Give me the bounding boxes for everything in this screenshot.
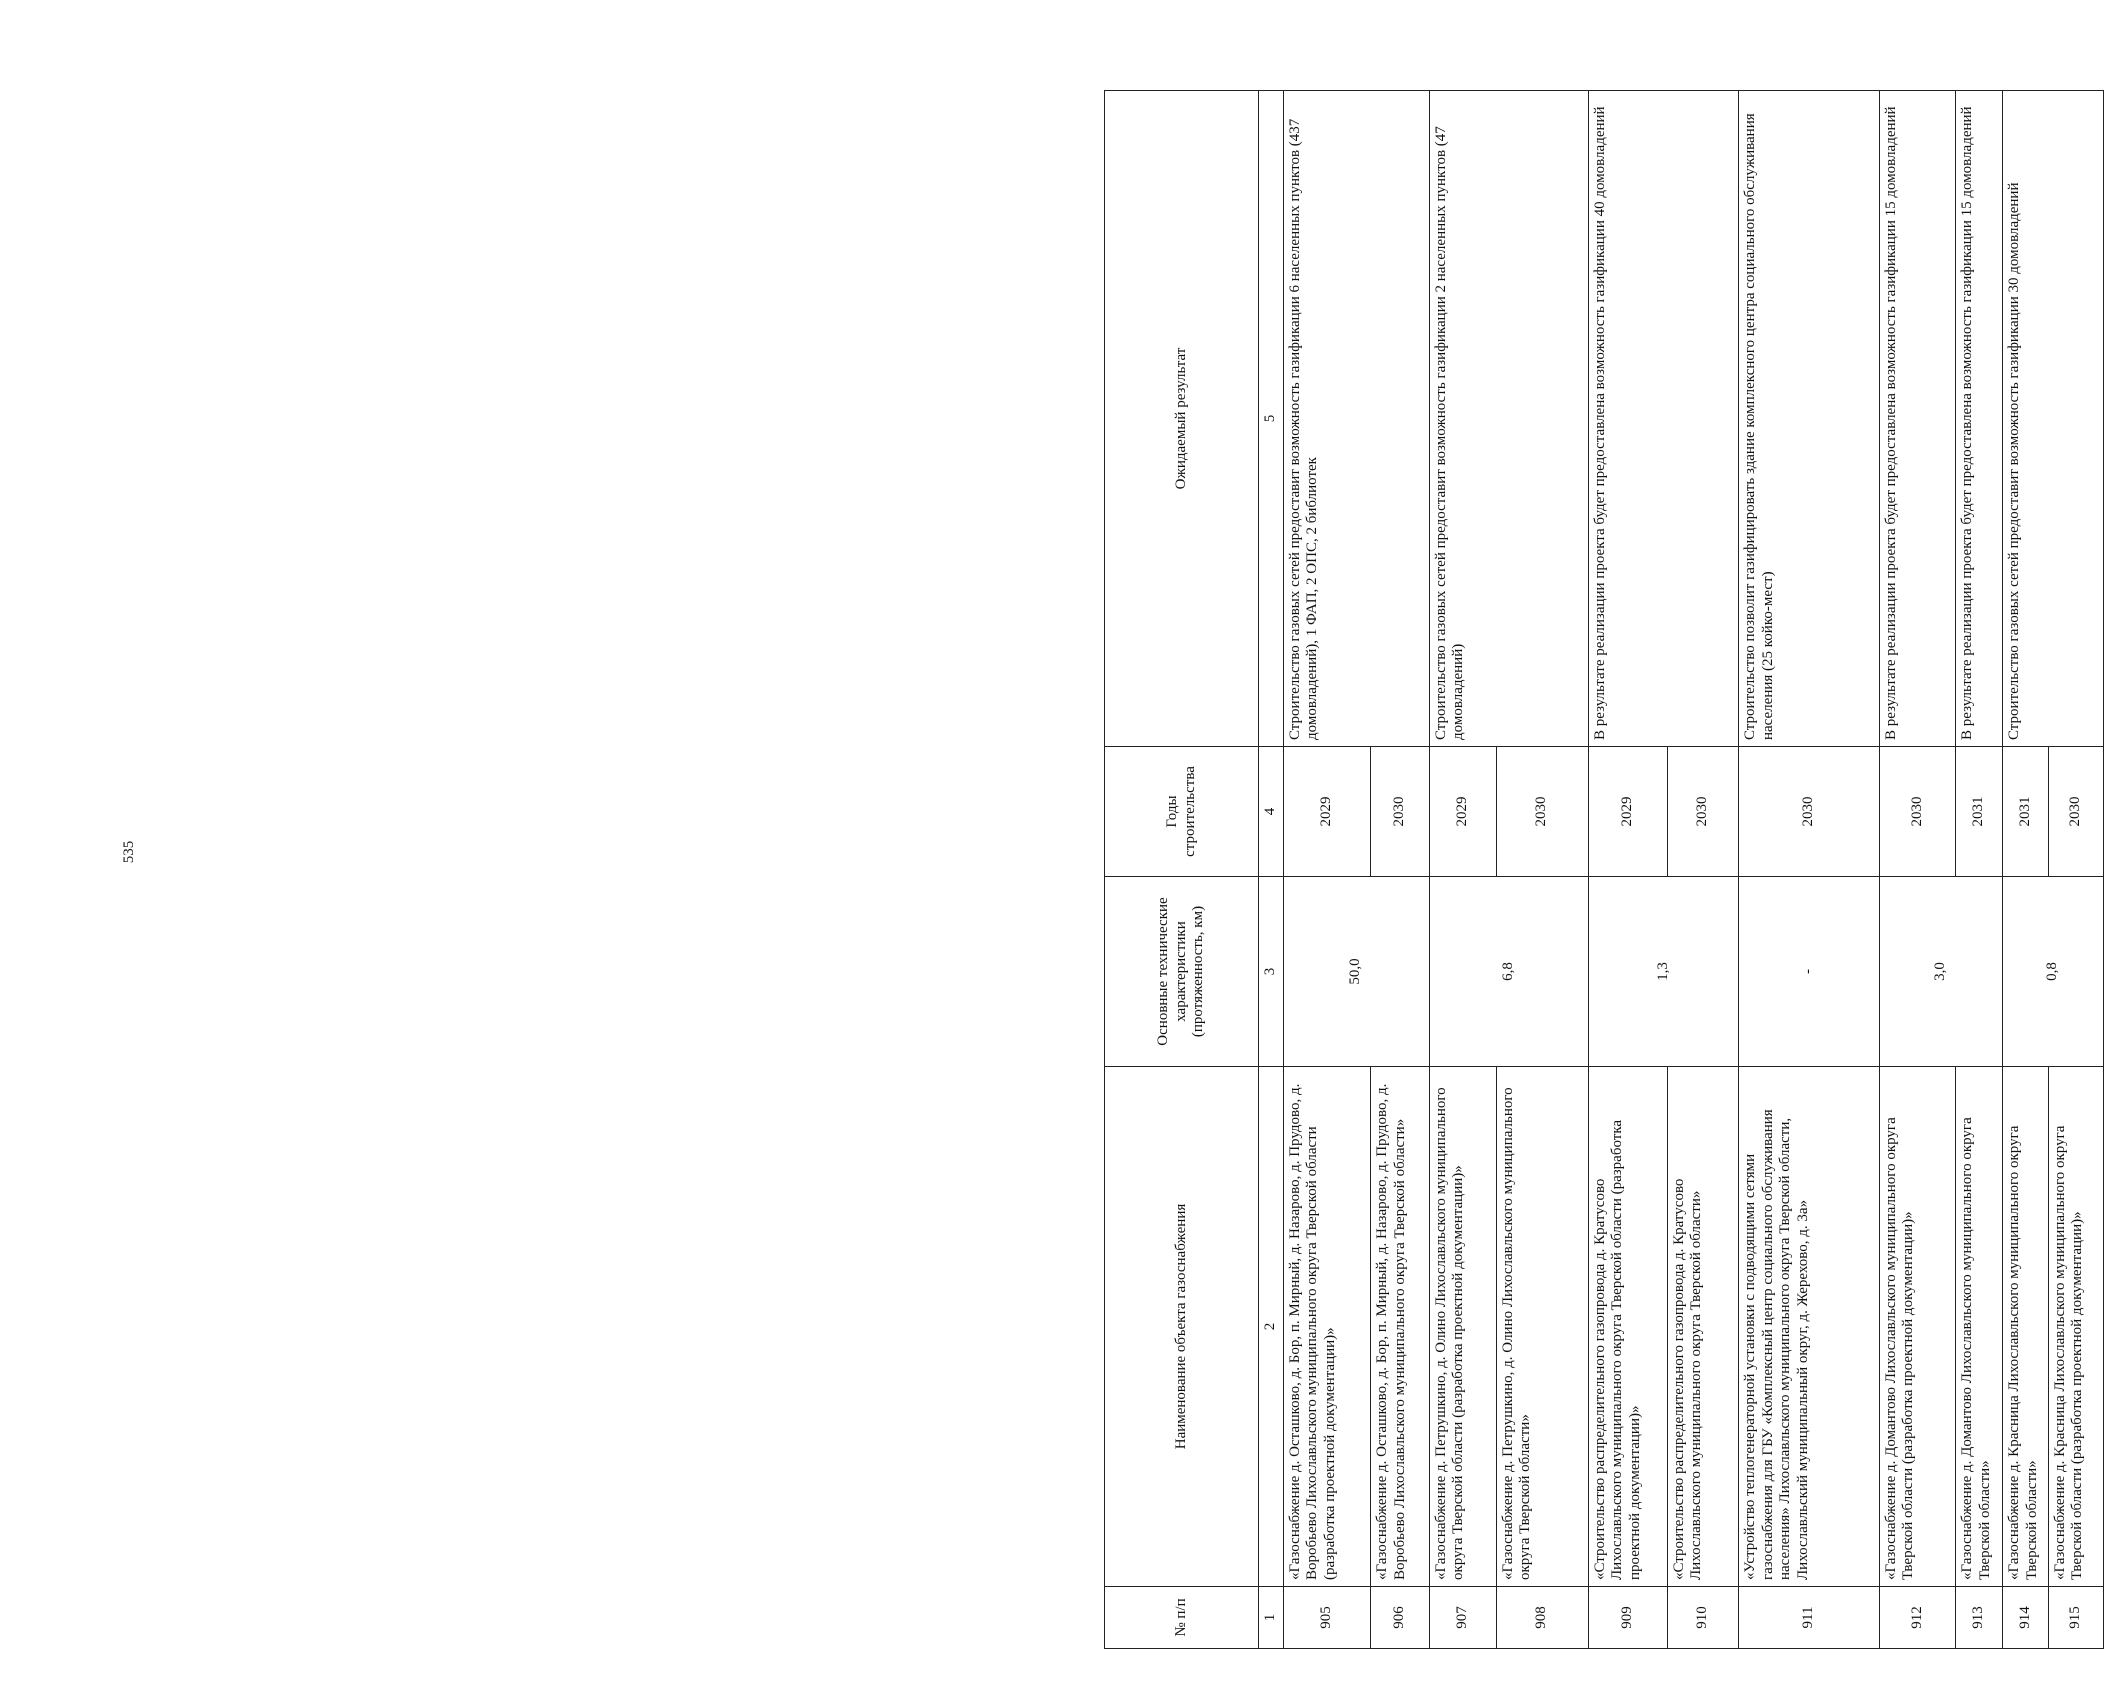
- table-row: [1588, 91, 1667, 1649]
- expected-result: В результате реализации проекта будет предоставлена возможность газификации 40 домовладений: [1588, 91, 1738, 747]
- object-name: «Устройство теплогенераторной установки с подводящими сетями газоснабжения для ГБУ «Комплексный центр социального обслуживания населения» Лихославльского муниципального округа Тверской области, Лихославльский муниципальный округ, д. Жерехово, д. 3а»: [1739, 1067, 1880, 1587]
- column-index: 5: [1259, 91, 1284, 747]
- expected-result: В результате реализации проекта будет предоставлена возможность газификации 15 домовладений: [1879, 91, 1956, 747]
- table-row: [1956, 91, 2003, 1649]
- construction-year: 2030: [1667, 747, 1738, 877]
- table-row: [1283, 91, 1371, 1649]
- table-row: [1739, 91, 1880, 1649]
- construction-year: 2031: [2002, 747, 2048, 877]
- column-index: 1: [1259, 1587, 1284, 1649]
- row-number: 909: [1588, 1587, 1667, 1649]
- column-index-row: [1259, 91, 1284, 1649]
- construction-year: 2029: [1588, 747, 1667, 877]
- column-index: 3: [1259, 877, 1284, 1067]
- column-index: 2: [1259, 1067, 1284, 1587]
- object-name: «Газоснабжение д. Домантово Лихославльского муниципального округа Тверской области»: [1956, 1067, 2003, 1587]
- expected-result: Строительство газовых сетей предоставит возможность газификации 30 домовладений: [2002, 91, 2103, 747]
- row-number: 910: [1667, 1587, 1738, 1649]
- row-number: 911: [1739, 1587, 1880, 1649]
- length-km: 6,8: [1429, 877, 1588, 1067]
- row-number: 914: [2002, 1587, 2048, 1649]
- construction-year: 2031: [1956, 747, 2003, 877]
- header-object-name: Наименование объекта газоснабжения: [1105, 1067, 1259, 1587]
- object-name: «Газоснабжение д. Красница Лихославльского муниципального округа Тверской области»: [2002, 1067, 2048, 1587]
- table-row: [2002, 91, 2048, 1649]
- header-expected-result: Ожидаемый результат: [1105, 91, 1259, 747]
- expected-result: Строительство позволит газифицировать здание комплексного центра социального обслуживания населения (25 койко-мест): [1739, 91, 1880, 747]
- length-km: 1,3: [1588, 877, 1738, 1067]
- row-number: 912: [1879, 1587, 1956, 1649]
- length-km: 0,8: [2002, 877, 2103, 1067]
- object-name: «Строительство распределительного газопровода д. Кратусово Лихославльского муниципального округа Тверской области (разработка проектной документации)»: [1588, 1067, 1667, 1587]
- construction-year: 2030: [1879, 747, 1956, 877]
- construction-year: 2030: [1739, 747, 1880, 877]
- expected-result: В результате реализации проекта будет предоставлена возможность газификации 15 домовладений: [1956, 91, 2003, 747]
- expected-result: Строительство газовых сетей предоставит возможность газификации 2 населенных пунктов (47 домовладений): [1429, 91, 1588, 747]
- length-km: -: [1739, 877, 1880, 1067]
- page-number: 535: [121, 840, 137, 864]
- row-number: 913: [1956, 1587, 2003, 1649]
- construction-year: 2029: [1283, 747, 1371, 877]
- table-row: [1879, 91, 1956, 1649]
- construction-year: 2029: [1429, 747, 1496, 877]
- object-name: «Газоснабжение д. Осташково, д. Бор, п. Мирный, д. Назарово, д. Прудово, д. Воробьево Лихославльского муниципального округа Тверской области»: [1371, 1067, 1429, 1587]
- header-row: [1105, 91, 1259, 1649]
- construction-year: 2030: [2048, 747, 2103, 877]
- length-km: 50,0: [1283, 877, 1429, 1067]
- object-name: «Газоснабжение д. Осташково, д. Бор, п. Мирный, д. Назарово, д. Прудово, д. Воробьево Лихославльского муниципального округа Тверской области (разработка проектной документации)»: [1283, 1067, 1371, 1587]
- header-construction-years: Годы строительства: [1105, 747, 1259, 877]
- table-row: [1429, 91, 1496, 1649]
- row-number: 905: [1283, 1587, 1371, 1649]
- expected-result: Строительство газовых сетей предоставит возможность газификации 6 населенных пунктов (437 домовладений), 1 ФАП, 2 ОПС, 2 библиотек: [1283, 91, 1429, 747]
- gas-supply-table: [1104, 90, 2104, 1649]
- row-number: 906: [1371, 1587, 1429, 1649]
- object-name: «Газоснабжение д. Красница Лихославльского муниципального округа Тверской области (разработка проектной документации)»: [2048, 1067, 2103, 1587]
- object-name: «Газоснабжение д. Домантово Лихославльского муниципального округа Тверской области (разработка проектной документации)»: [1879, 1067, 1956, 1587]
- object-name: «Строительство распределительного газопровода д. Кратусово Лихославльского муниципального округа Тверской области»: [1667, 1067, 1738, 1587]
- construction-year: 2030: [1371, 747, 1429, 877]
- column-index: 4: [1259, 747, 1284, 877]
- object-name: «Газоснабжение д. Петрушкино, д. Олино Лихославльского муниципального округа Тверской области (разработка проектной документации)»: [1429, 1067, 1496, 1587]
- length-km: 3,0: [1879, 877, 2002, 1067]
- row-number: 915: [2048, 1587, 2103, 1649]
- rotated-table-wrapper: [1104, 91, 2104, 1649]
- row-number: 908: [1496, 1587, 1588, 1649]
- header-tech-characteristics: Основные технические характеристики (протяженность, км): [1105, 877, 1259, 1067]
- row-number: 907: [1429, 1587, 1496, 1649]
- object-name: «Газоснабжение д. Петрушкино, д. Олино Лихославльского муниципального округа Тверской области»: [1496, 1067, 1588, 1587]
- header-number: № п/п: [1105, 1587, 1259, 1649]
- construction-year: 2030: [1496, 747, 1588, 877]
